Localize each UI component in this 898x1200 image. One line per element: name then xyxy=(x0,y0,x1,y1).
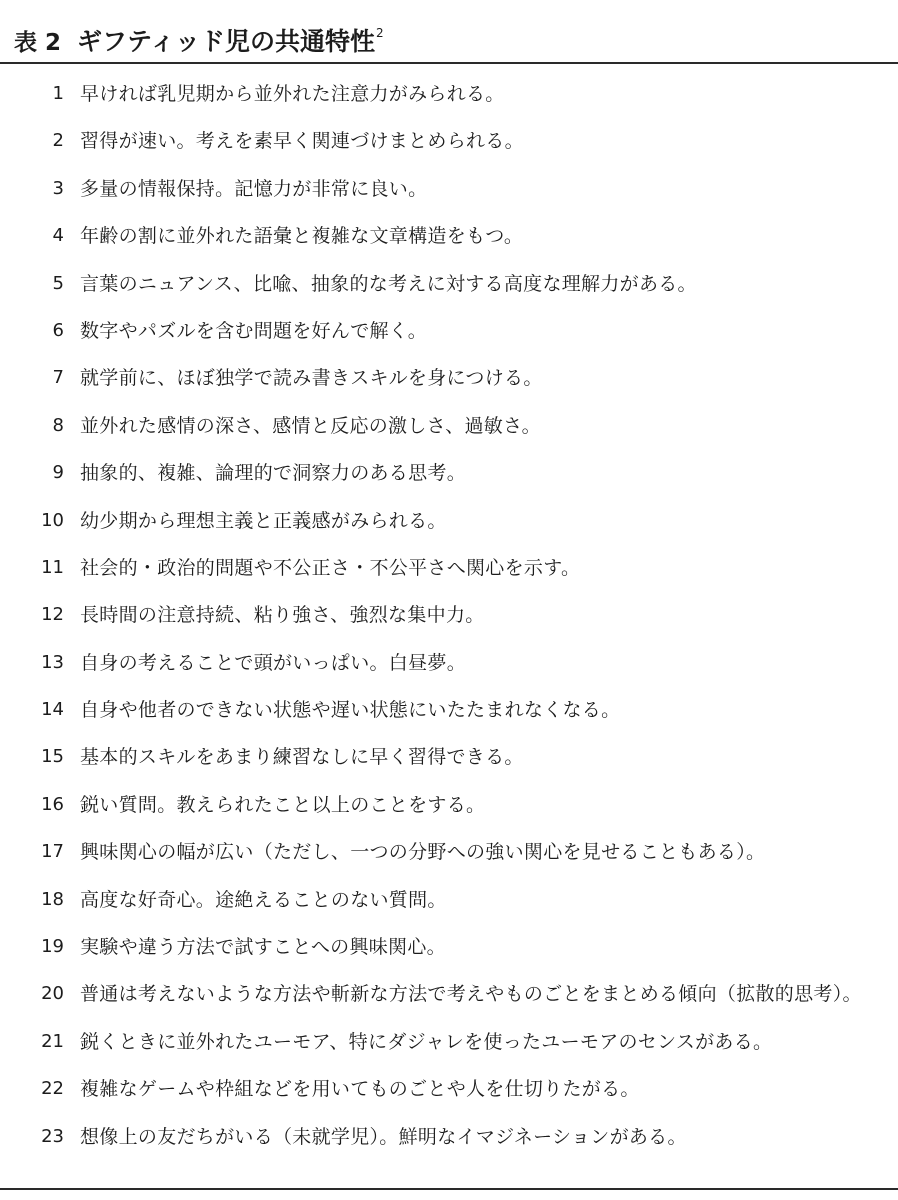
list-item xyxy=(0,78,898,110)
top-rule xyxy=(0,62,898,64)
item-text: 抽象的、複雑、論理的で洞察力のある思考。 xyxy=(80,462,467,485)
list-item xyxy=(0,125,898,157)
list-item xyxy=(0,457,898,489)
list-item xyxy=(0,836,898,868)
item-number: 2 xyxy=(52,130,64,152)
item-text: 習得が速い。考えを素早く関連づけまとめられる。 xyxy=(80,130,524,153)
table-number: 表 2 xyxy=(14,30,62,56)
item-number: 7 xyxy=(52,367,64,389)
item-number: 5 xyxy=(52,272,64,294)
item-number: 3 xyxy=(52,177,64,199)
item-text: 高度な好奇心。途絶えることのない質問。 xyxy=(80,888,447,911)
item-number: 18 xyxy=(41,888,64,910)
list-item xyxy=(0,220,898,252)
item-number: 6 xyxy=(52,319,64,341)
item-text: 想像上の友だちがいる（未就学児）。鮮明なイマジネーションがある。 xyxy=(80,1125,687,1148)
table-title xyxy=(77,22,384,58)
item-text: 鋭い質問。教えられたこと以上のことをする。 xyxy=(80,793,486,816)
item-number: 23 xyxy=(41,1125,64,1147)
table-heading xyxy=(14,22,384,58)
item-text: 多量の情報保持。記憶力が非常に良い。 xyxy=(80,177,428,200)
list-item xyxy=(0,552,898,584)
item-number: 13 xyxy=(41,651,64,673)
list-item xyxy=(0,884,898,916)
item-text: 自身の考えることで頭がいっぱい。白昼夢。 xyxy=(80,651,467,674)
footnote-mark: 2 xyxy=(376,25,384,40)
item-text: 幼少期から理想主義と正義感がみられる。 xyxy=(80,509,447,532)
item-number: 14 xyxy=(41,699,64,721)
item-text: 基本的スキルをあまり練習なしに早く習得できる。 xyxy=(80,746,524,769)
item-text: 長時間の注意持続、粘り強さ、強烈な集中力。 xyxy=(80,604,485,627)
list-item xyxy=(0,173,898,205)
item-number: 1 xyxy=(52,83,64,104)
item-text: 数字やパズルを含む問題を好んで解く。 xyxy=(80,319,428,342)
item-text: 普通は考えないような方法や斬新な方法で考えやものごとをまとめる傾向（拡散的思考）。 xyxy=(80,983,862,1006)
item-number: 16 xyxy=(41,793,64,815)
list-item xyxy=(0,931,898,963)
item-number: 4 xyxy=(52,225,64,247)
item-text: 年齢の割に並外れた語彙と複雑な文章構造をもつ。 xyxy=(80,225,524,248)
list-item xyxy=(0,505,898,537)
bottom-rule xyxy=(0,1188,898,1190)
list-item xyxy=(0,410,898,442)
item-number: 22 xyxy=(41,1078,64,1100)
item-text: 興味関心の幅が広い（ただし、一つの分野への強い関心を見せることもある）。 xyxy=(80,841,766,864)
item-text: 社会的・政治的問題や不公正さ・不公平さへ関心を示す。 xyxy=(80,556,581,579)
item-text: 鋭くときに並外れたユーモア、特にダジャレを使ったユーモアのセンスがある。 xyxy=(80,1030,773,1053)
item-text: 実験や違う方法で試すことへの興味関心。 xyxy=(80,936,446,959)
list-item xyxy=(0,1121,898,1153)
item-number: 12 xyxy=(41,604,64,626)
item-text: 早ければ乳児期から並外れた注意力がみられる。 xyxy=(80,83,505,105)
list-item xyxy=(0,1073,898,1105)
item-text: 複雑なゲームや枠組などを用いてものごとや人を仕切りたがる。 xyxy=(80,1078,640,1101)
list-item xyxy=(0,1026,898,1058)
table-title-text: ギフティッド児の共通特性 xyxy=(77,27,376,56)
item-number: 21 xyxy=(41,1030,64,1052)
item-number: 10 xyxy=(41,509,64,531)
trait-list xyxy=(0,78,898,1168)
item-number: 8 xyxy=(52,414,64,436)
list-item xyxy=(0,741,898,773)
item-number: 19 xyxy=(41,936,64,958)
list-item xyxy=(0,315,898,347)
list-item xyxy=(0,362,898,394)
list-item xyxy=(0,599,898,631)
item-text: 言葉のニュアンス、比喩、抽象的な考えに対する高度な理解力がある。 xyxy=(80,272,697,295)
list-item xyxy=(0,647,898,679)
item-number: 11 xyxy=(41,556,64,578)
item-number: 20 xyxy=(41,983,64,1005)
item-number: 9 xyxy=(52,462,64,484)
list-item xyxy=(0,978,898,1010)
item-number: 15 xyxy=(41,746,64,768)
list-item xyxy=(0,789,898,821)
list-item xyxy=(0,694,898,726)
list-item xyxy=(0,268,898,300)
item-number: 17 xyxy=(41,841,64,863)
item-text: 就学前に、ほぼ独学で読み書きスキルを身につける。 xyxy=(80,367,543,390)
item-text: 自身や他者のできない状態や遅い状態にいたたまれなくなる。 xyxy=(80,699,621,722)
item-text: 並外れた感情の深さ、感情と反応の激しさ、過敏さ。 xyxy=(80,414,541,437)
